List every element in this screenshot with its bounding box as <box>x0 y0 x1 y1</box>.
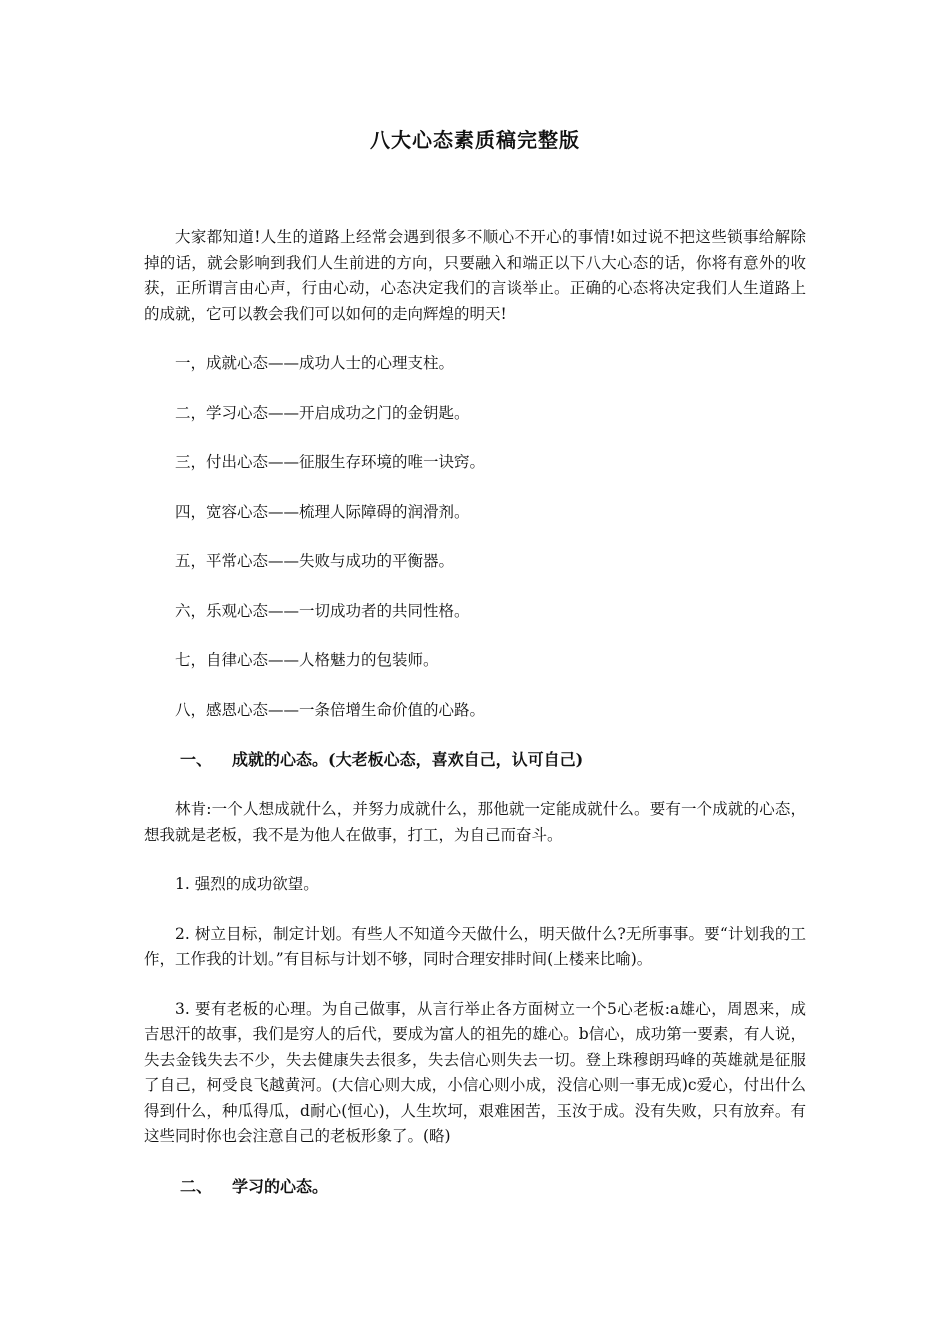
section-number: 二、 <box>180 1176 213 1196</box>
section-title: 成就的心态。(大老板心态，喜欢自己，认可自己) <box>232 750 584 769</box>
section1-point-3: 3. 要有老板的心理。为自己做事，从言行举止各方面树立一个5心老板:a雄心，周恩来，成吉思汗的故事，我们是穷人的后代，要成为富人的祖先的雄心。b信心，成功第一要素，有人说，失去金钱失去不少，失去健康失去很多，失去信心则失去一切。登上珠穆朗玛峰的英雄就是征服了自己，柯受良飞越黄河。(大信心则大成，小信心则小成，没信心则一事无成)c爱心，付出什么得到什么，种瓜得瓜，d耐心(恒心)，人生坎坷，艰难困苦，玉汝于成。没有失败，只有放弃。有这些同时你也会注意自己的老板形象了。(略) <box>144 999 806 1145</box>
section1-point-2: 2. 树立目标，制定计划。有些人不知道今天做什么，明天做什么?无所事事。要“计划我的工作，工作我的计划。”有目标与计划不够，同时合理安排时间(上楼来比喻)。 <box>144 924 806 968</box>
list-item: 五，平常心态——失败与成功的平衡器。 <box>175 552 455 570</box>
section-title: 学习的心态。 <box>232 1176 329 1196</box>
section1-point-1: 1. 强烈的成功欲望。 <box>175 875 319 893</box>
section-number: 一、 <box>180 750 213 769</box>
section1-paragraph: 林肯:一个人想成就什么，并努力成就什么，那他就一定能成就什么。要有一个成就的心态，想我就是老板，我不是为他人在做事，打工，为自己而奋斗。 <box>144 800 806 844</box>
list-item: 七，自律心态——人格魅力的包装师。 <box>175 651 439 669</box>
intro-paragraph: 大家都知道!人生的道路上经常会遇到很多不顺心不开心的事情!如过说不把这些锁事给解除掉的话，就会影响到我们人生前进的方向，只要融入和端正以下八大心态的话，你将有意外的收获，正所谓言由心声，行由心动，心态决定我们的言谈举止。正确的心态将决定我们人生道路上的成就，它可以教会我们可以如何的走向辉煌的明天! <box>144 228 806 323</box>
list-item: 六，乐观心态——一切成功者的共同性格。 <box>175 601 470 620</box>
list-item: 三，付出心态——征服生存环境的唯一诀窍。 <box>175 453 486 471</box>
document-body <box>144 225 806 1200</box>
list-item: 一，成就心态——成功人士的心理支柱。 <box>175 354 455 372</box>
list-item: 四，宽容心态——梳理人际障碍的润滑剂。 <box>175 502 470 521</box>
document-title: 八大心态素质稿完整版 <box>370 128 580 152</box>
section-heading-2 <box>144 1174 806 1200</box>
section-heading-1 <box>144 747 806 773</box>
list-item: 二，学习心态——开启成功之门的金钥匙。 <box>175 403 470 422</box>
list-item: 八，感恩心态——一条倍增生命价值的心路。 <box>175 700 486 719</box>
